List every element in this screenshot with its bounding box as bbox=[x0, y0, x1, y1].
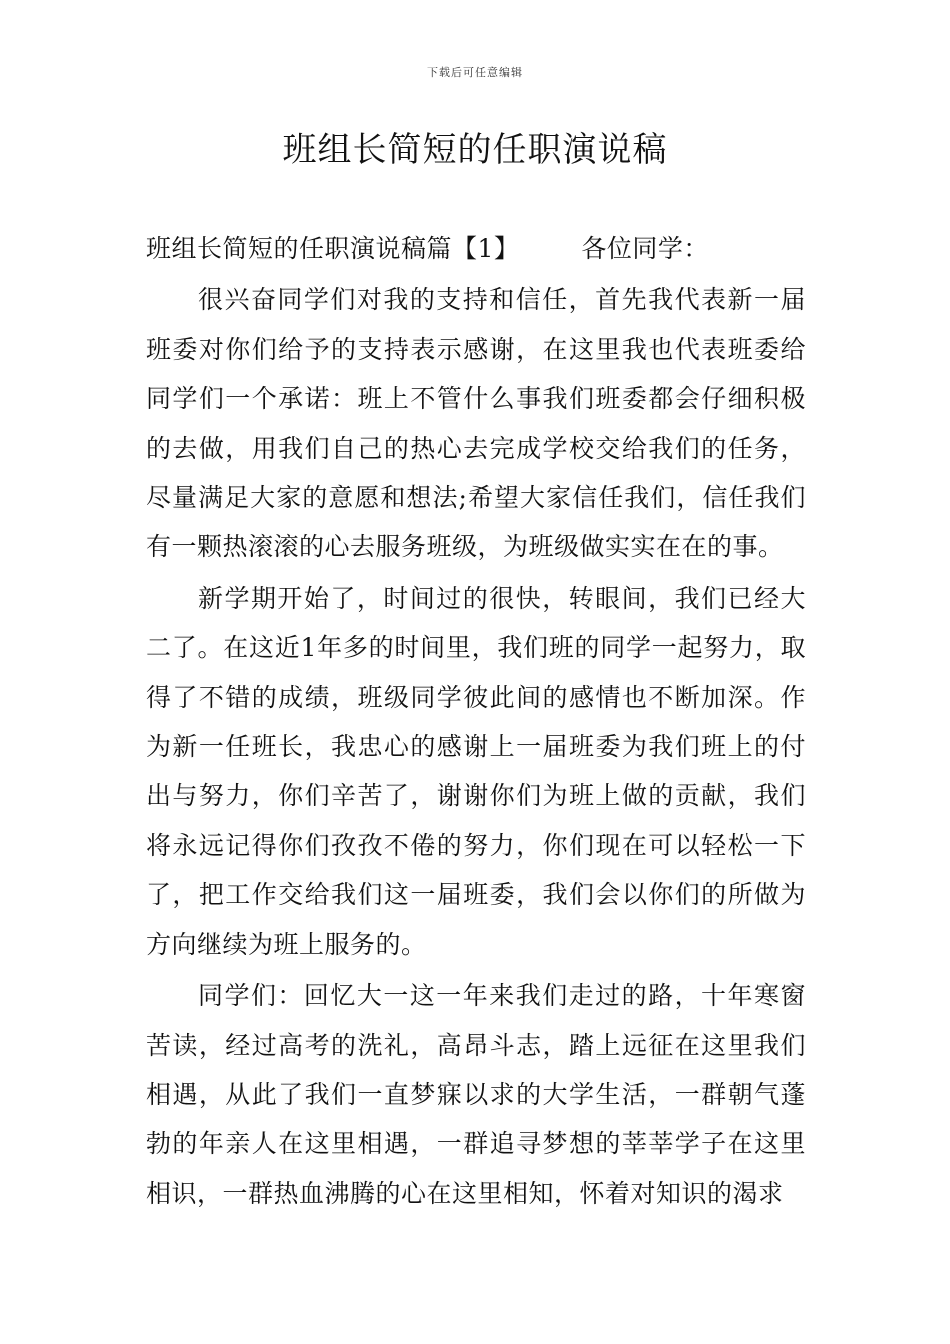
document-title: 班组长简短的任职演说稿 bbox=[282, 130, 668, 170]
paragraph-1: 很兴奋同学们对我的支持和信任，首先我代表新一届班委对你们给予的支持表示感谢，在这里我也代表班委给同学们一个承诺：班上不管什么事我们班委都会仔细积极的去做，用我们自己的热心去完成学校交给我们的任务，尽量满足大家的意愿和想法;希望大家信任我们，信任我们有一颗热滚滚的心去服务班级，为班级做实实在在的事。 bbox=[146, 285, 806, 562]
greeting: 各位同学： bbox=[581, 234, 709, 263]
paragraph-3: 同学们：回忆大一这一年来我们走过的路，十年寒窗苦读，经过高考的洗礼，高昂斗志，踏上远征在这里我们相遇，从此了我们一直梦寐以求的大学生活，一群朝气蓬勃的年亲人在这里相遇，一群追寻梦想的莘莘学子在这里相识，一群热血沸腾的心在这里相知，怀着对知识的渴求 bbox=[146, 981, 806, 1208]
section-label: 班组长简短的任职演说稿篇【1】 bbox=[146, 234, 520, 263]
document-body bbox=[146, 224, 806, 1220]
intro-line bbox=[146, 224, 806, 273]
header-note: 下载后可任意编辑 bbox=[427, 66, 523, 79]
paragraph-2: 新学期开始了，时间过的很快，转眼间，我们已经大二了。在这近1年多的时间里，我们班的同学一起努力，取得了不错的成绩，班级同学彼此间的感情也不断加深。作为新一任班长，我忠心的感谢上一届班委为我们班上的付出与努力，你们辛苦了，谢谢你们为班上做的贡献，我们将永远记得你们孜孜不倦的努力，你们现在可以轻松一下了，把工作交给我们这一届班委，我们会以你们的所做为方向继续为班上服务的。 bbox=[146, 583, 806, 959]
